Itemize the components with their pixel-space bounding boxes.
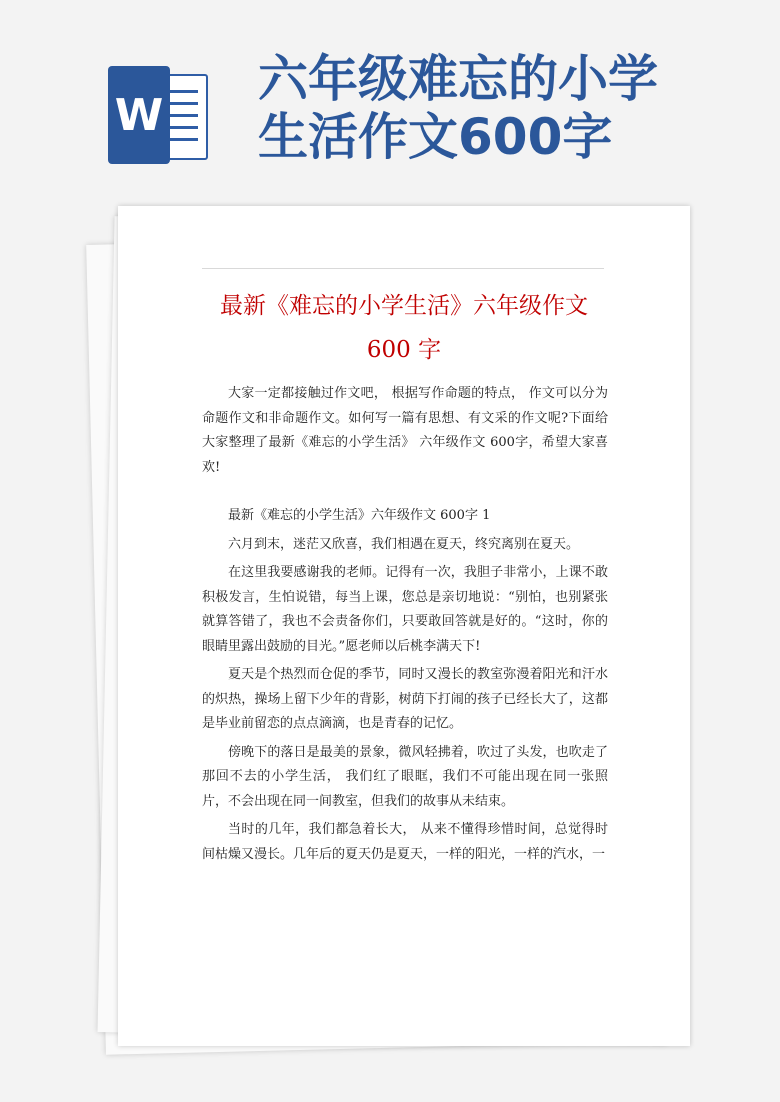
word-letter-badge: W xyxy=(108,66,170,164)
body-paragraph: 夏天是个热烈而仓促的季节，同时又漫长的教室弥漫着阳光和汗水的炽热，操场上留下少年的背影，树荫下打闹的孩子已经长大了，这都是毕业前留恋的点点滴滴，也是青春的记忆。 xyxy=(202,667,608,731)
banner-title-line1: 六年级难忘的小学 xyxy=(258,50,658,108)
section-heading: 最新《难忘的小学生活》六年级作文 600字 1 xyxy=(228,508,491,523)
body-paragraph: 当时的几年，我们都急着长大， 从来不懂得珍惜时间，总觉得时间枯燥又漫长。几年后的夏天仍是夏天，一样的阳光，一样的汽水，一 xyxy=(202,822,608,862)
document-title-line2: 600 字 xyxy=(366,337,442,363)
banner-title xyxy=(258,50,758,166)
document-title xyxy=(188,284,620,372)
word-document-icon xyxy=(108,66,208,164)
banner-title-line2: 生活作文600字 xyxy=(258,108,613,166)
document-body xyxy=(202,382,608,867)
body-paragraph: 傍晚下的落日是最美的景象，微风轻拂着，吹过了头发，也吹走了那回不去的小学生活， 我们红了眼眶，我们不可能出现在同一张照片，不会出现在同一间教室，但我们的故事从未结束。 xyxy=(202,744,608,809)
intro-paragraph: 大家一定都接触过作文吧， 根据写作命题的特点， 作文可以分为命题作文和非命题作文。如何写一篇有思想、有文采的作文呢?下面给大家整理了最新《难忘的小学生活》 六年级作文 600字，希望大家喜欢! xyxy=(202,386,608,475)
body-paragraph: 在这里我要感谢我的老师。记得有一次，我胆子非常小，上课不敢积极发言，生怕说错，每当上课，您总是亲切地说：“别怕，也别紧张就算答错了，我也不会责备你们，只要敢回答就是好的。“这时，你的眼睛里露出鼓励的目光。”愿老师以后桃李满天下! xyxy=(202,565,608,654)
document-title-line1: 最新《难忘的小学生活》六年级作文 xyxy=(220,293,588,319)
banner xyxy=(0,0,780,200)
document-page[interactable] xyxy=(118,206,690,1046)
header-rule xyxy=(202,268,604,269)
body-paragraph: 六月到末，迷茫又欣喜，我们相遇在夏天，终究离别在夏天。 xyxy=(228,536,580,552)
